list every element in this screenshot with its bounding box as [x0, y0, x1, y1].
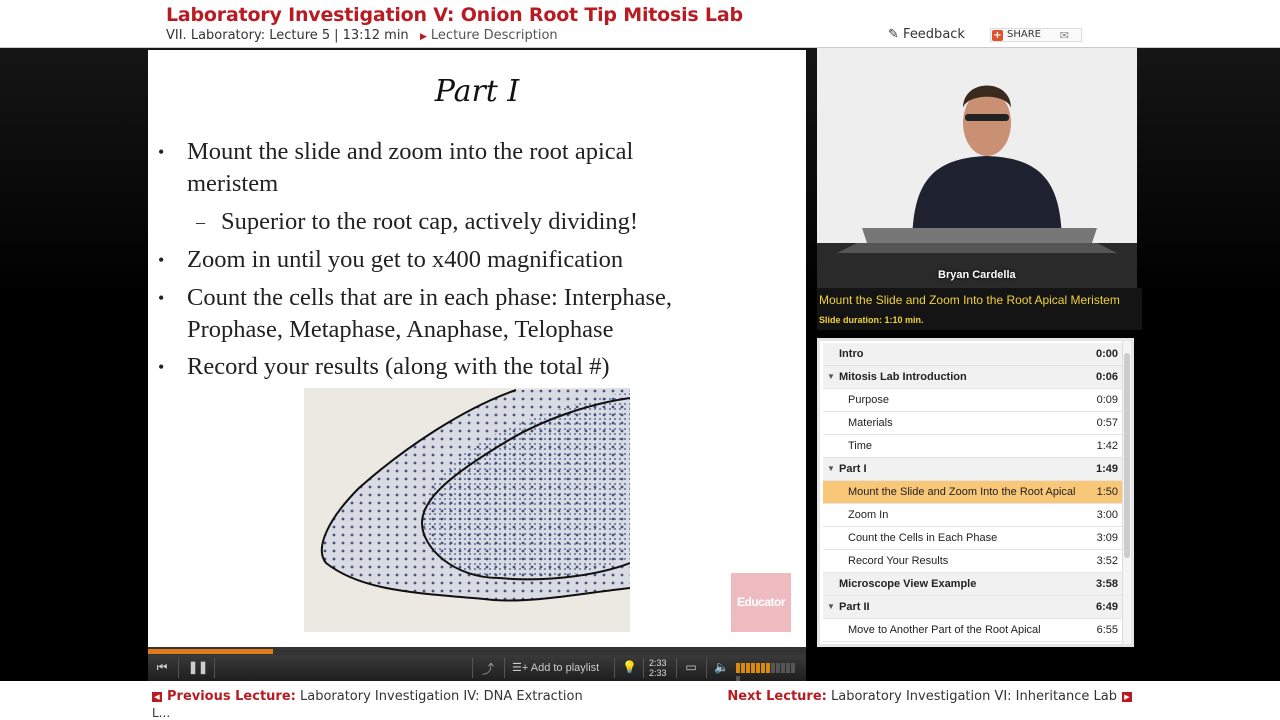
divider — [504, 658, 505, 678]
time-total: 2:33 — [649, 668, 667, 678]
collapse-arrow-icon[interactable]: ▼ — [827, 602, 835, 611]
outline-row-time: 6:49 — [1095, 601, 1118, 613]
volume-slider[interactable] — [736, 663, 800, 673]
volume-level-bar — [766, 663, 770, 673]
volume-level-bar — [761, 663, 765, 673]
outline-row-time: 1:42 — [1096, 440, 1118, 452]
outline-row[interactable] — [823, 343, 1124, 366]
arrow-right-icon: ▶ — [1122, 692, 1132, 702]
slide-duration: Slide duration: 1:10 min. — [819, 315, 924, 325]
outline-row-label: Zoom In — [848, 509, 889, 521]
outline-row[interactable] — [823, 527, 1124, 550]
fullscreen-icon[interactable]: ▭ — [685, 660, 697, 674]
outline-row-label: Part I — [839, 463, 867, 475]
outline-row[interactable] — [823, 389, 1124, 412]
outline-row-label: Part II — [839, 601, 870, 613]
volume-level-bar — [751, 663, 755, 673]
outline-row-time: 6:55 — [1096, 624, 1118, 636]
current-topic-panel — [817, 288, 1142, 330]
outline-row-label: Purpose — [848, 394, 889, 406]
outline-row-time: 0:00 — [1095, 348, 1118, 360]
bullet-text: Record your results (along with the total #) — [187, 353, 610, 380]
previous-lecture-link[interactable] — [152, 689, 583, 704]
outline-row-label: Mitosis Lab Introduction — [839, 371, 967, 383]
lightbulb-icon[interactable]: 💡 — [622, 660, 637, 674]
outline-row-time: 0:57 — [1096, 417, 1118, 429]
bullet-icon: • — [158, 142, 165, 162]
outline-row-time: 0:09 — [1096, 394, 1118, 406]
bullet-icon: • — [158, 250, 165, 270]
outline-row[interactable] — [823, 366, 1124, 389]
volume-level-bar — [781, 663, 785, 673]
divider — [178, 658, 179, 678]
outline-row[interactable] — [823, 435, 1124, 458]
add-to-playlist-button[interactable] — [512, 661, 622, 677]
progress-bar[interactable] — [148, 647, 806, 655]
outline-row[interactable] — [823, 619, 1124, 642]
outline-row-label: Intro — [839, 348, 864, 360]
bullet-text: Superior to the root cap, actively dividing! — [221, 208, 639, 235]
outline-row-label: Time — [848, 440, 873, 452]
share-label: SHARE — [1007, 29, 1041, 40]
divider — [706, 658, 707, 678]
outline-row-time: 1:49 — [1095, 463, 1118, 475]
playlist-add-icon: ☰+ — [512, 662, 529, 674]
add-to-playlist-label: Add to playlist — [530, 662, 600, 674]
outline-row-label: Record Your Results — [848, 555, 949, 567]
time-current: 2:33 — [649, 658, 667, 668]
lecture-description-link[interactable] — [420, 28, 558, 43]
outline-row-label: Materials — [848, 417, 893, 429]
volume-level-bar — [741, 663, 745, 673]
lecture-title: Laboratory Investigation V: Onion Root Tip Mitosis Lab — [166, 4, 743, 26]
outline-row-label: Move to Another Part of the Root Apical — [848, 624, 1041, 636]
lecture-subtitle: VII. Laboratory: Lecture 5 | 13:12 min — [166, 28, 409, 43]
divider — [214, 658, 215, 678]
lecture-duration: 13:12 min — [342, 28, 409, 43]
feedback-link[interactable] — [888, 27, 965, 42]
volume-level-bar — [771, 663, 775, 673]
share-icon[interactable]: ⤴ — [481, 662, 494, 676]
divider — [614, 658, 615, 678]
pause-button[interactable]: ❚❚ — [188, 660, 209, 674]
mail-icon[interactable]: ✉ — [1059, 29, 1069, 42]
previous-lecture-title: Laboratory Investigation IV: DNA Extraction — [299, 689, 583, 704]
time-display — [649, 658, 667, 678]
course-section: VII. Laboratory: Lecture 5 — [166, 28, 331, 43]
speaker-name: Bryan Cardella — [938, 269, 1016, 281]
arrow-left-icon: ◀ — [152, 692, 162, 702]
collapse-arrow-icon[interactable]: ▼ — [827, 372, 835, 381]
current-topic-title: Mount the Slide and Zoom Into the Root Apical Meristem — [819, 293, 1120, 307]
volume-level-bar — [756, 663, 760, 673]
previous-lecture-continued[interactable]: L... — [152, 706, 171, 720]
triangle-right-icon: ▶ — [420, 32, 427, 42]
outline-row-time: 3:09 — [1096, 532, 1118, 544]
outline-row-time: 3:52 — [1096, 555, 1118, 567]
outline-row[interactable] — [823, 596, 1124, 619]
bullet-icon: • — [158, 357, 165, 377]
volume-level-bar — [736, 663, 740, 673]
bullet-text: Prophase, Metaphase, Anaphase, Telophase — [187, 316, 614, 343]
volume-level-bar — [791, 663, 795, 673]
root-tip-micrograph — [304, 388, 630, 632]
previous-lecture-label: Previous Lecture: — [167, 689, 296, 704]
bullet-icon: • — [158, 288, 165, 308]
lecture-slide — [148, 50, 806, 647]
volume-level-bar — [786, 663, 790, 673]
outline-row[interactable] — [823, 550, 1124, 573]
outline-row-time: 1:50 — [1096, 486, 1118, 498]
outline-row-label: Count the Cells in Each Phase — [848, 532, 998, 544]
lecture-navigation — [0, 681, 1280, 720]
lecture-outline — [817, 338, 1134, 647]
volume-level-bar — [746, 663, 750, 673]
scrollbar-thumb[interactable] — [1124, 353, 1130, 558]
outline-row[interactable] — [823, 504, 1124, 527]
divider — [472, 658, 473, 678]
share-button[interactable] — [990, 28, 1082, 42]
skip-back-icon[interactable]: ⏮ — [156, 660, 168, 674]
volume-icon[interactable]: 🔈 — [714, 660, 729, 674]
lecture-header — [0, 0, 1280, 48]
outline-row[interactable] — [823, 412, 1124, 435]
progress-fill — [148, 649, 273, 654]
outline-row-time: 3:58 — [1095, 578, 1118, 590]
bullet-text: meristem — [187, 170, 279, 197]
outline-row-label: Microscope View Example — [839, 578, 977, 590]
slide-title: Part I — [434, 74, 520, 109]
dash-icon: – — [196, 212, 205, 232]
next-lecture-label: Next Lecture: — [727, 689, 827, 704]
outline-row[interactable] — [823, 458, 1124, 481]
bullet-text: Zoom in until you get to x400 magnification — [187, 246, 624, 273]
divider — [676, 658, 677, 678]
outline-row[interactable] — [823, 573, 1124, 596]
next-lecture-title: Laboratory Investigation VI: Inheritance Lab — [831, 689, 1117, 704]
feedback-label: Feedback — [903, 27, 965, 42]
outline-row[interactable] — [823, 481, 1124, 504]
player-controls — [148, 655, 806, 681]
outline-row-time: 3:00 — [1096, 509, 1118, 521]
collapse-arrow-icon[interactable]: ▼ — [827, 464, 835, 473]
outline-scrollbar[interactable] — [1122, 341, 1131, 644]
next-lecture-link[interactable] — [727, 689, 1132, 704]
lecture-description-label: Lecture Description — [430, 28, 558, 43]
bullet-text: Mount the slide and zoom into the root apical — [187, 138, 634, 165]
outline-row-time: 0:06 — [1095, 371, 1118, 383]
volume-level-bar — [776, 663, 780, 673]
outline-row-label: Mount the Slide and Zoom Into the Root Apical — [848, 486, 1076, 498]
instructor-video[interactable] — [817, 48, 1137, 288]
plus-icon: + — [993, 30, 1002, 41]
bullet-text: Count the cells that are in each phase: Interphase, — [187, 284, 673, 311]
educator-watermark: Educator — [731, 573, 791, 632]
pencil-icon: ✎ — [888, 27, 899, 42]
divider — [643, 658, 644, 678]
